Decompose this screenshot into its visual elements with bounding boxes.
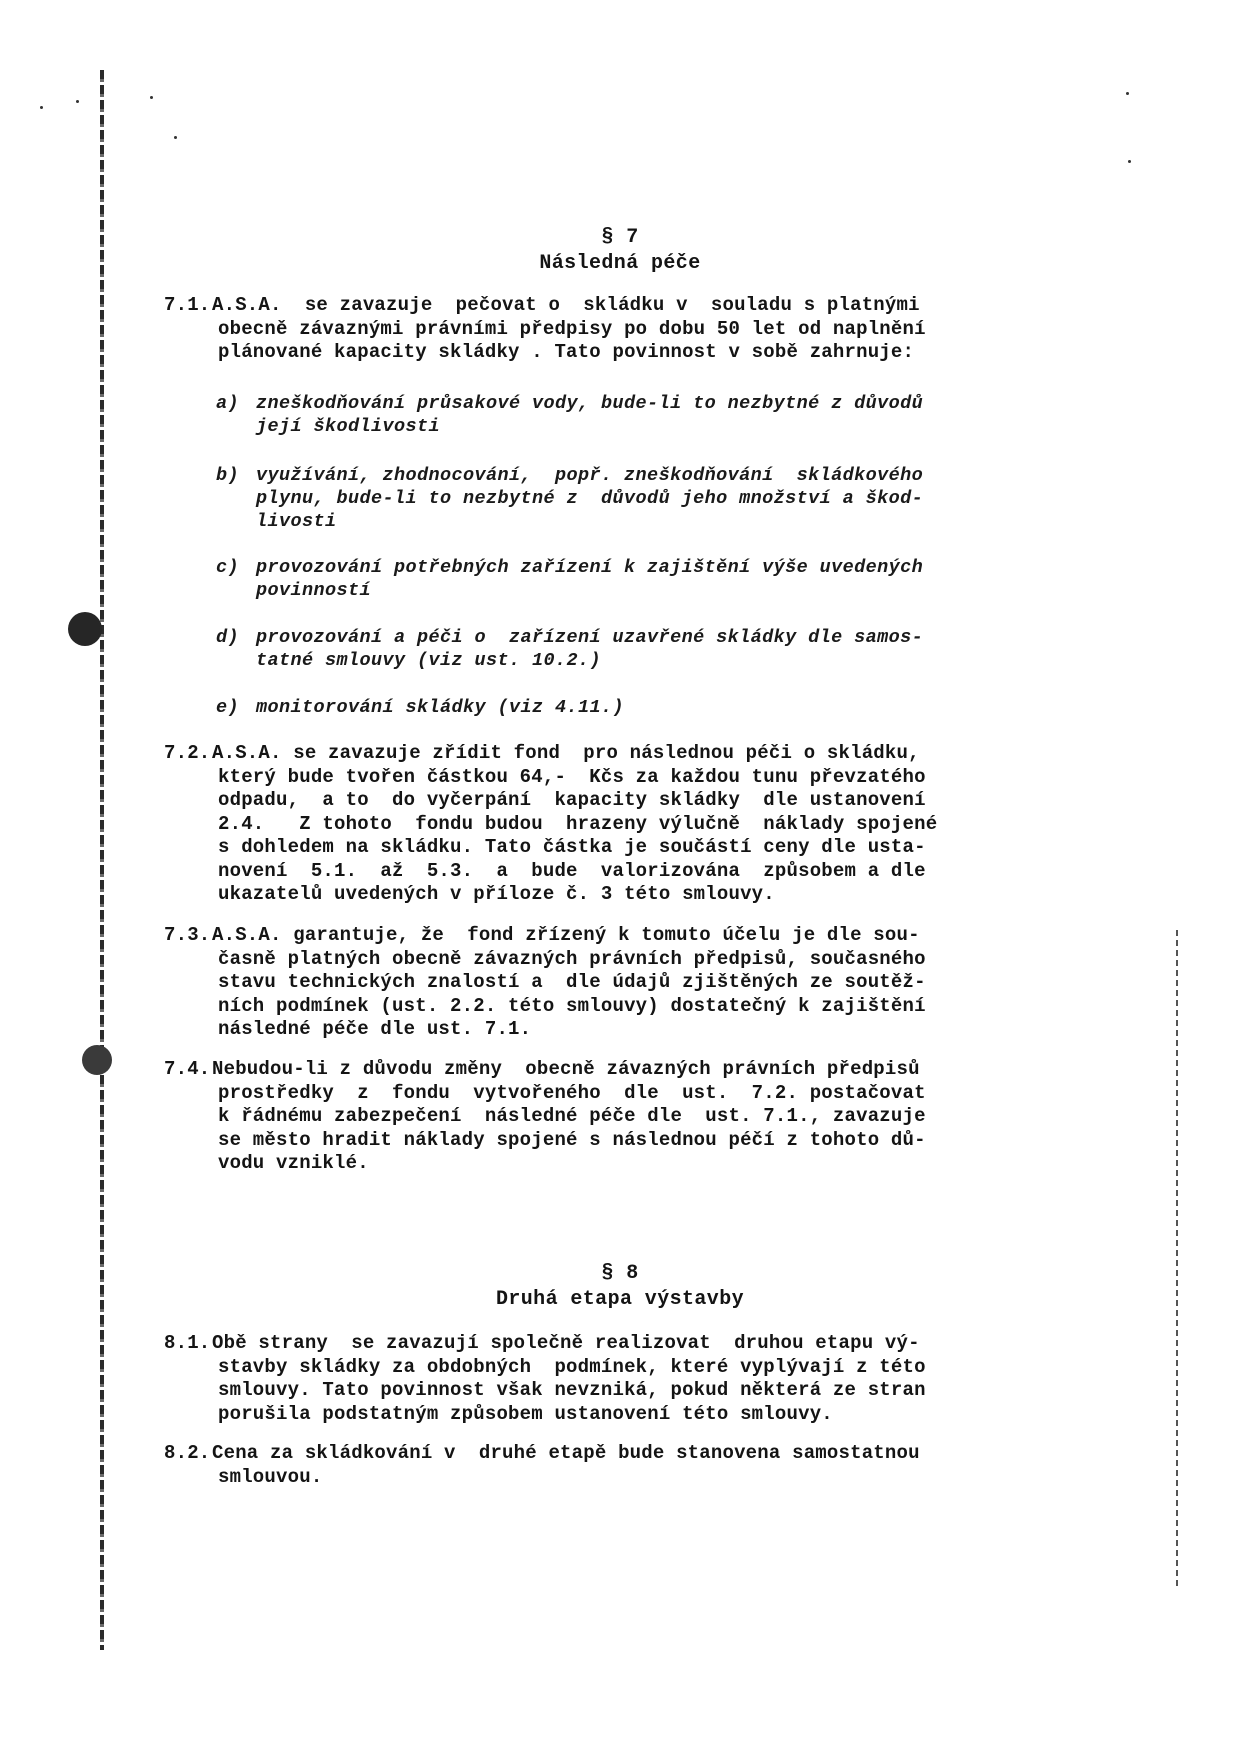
- section-8-title: Druhá etapa výstavby: [495, 1288, 745, 1311]
- paragraph-7-1: [164, 294, 1044, 365]
- list-item-label: e): [216, 697, 240, 718]
- paragraph-number: 8.1.: [164, 1332, 211, 1354]
- paragraph-number: 7.1.: [164, 294, 211, 316]
- list-item-text: využívání, zhodnocování, popř. zneškodňování skládkového plynu, bude-li to nezbytné z důvodů jeho množství a škod- livosti: [256, 465, 924, 532]
- section-7-mark: § 7: [601, 226, 639, 249]
- list-item-e: [216, 696, 1056, 719]
- paragraph-text: obecně závaznými právními předpisy po dobu 50 let od naplnění plánované kapacity skládky . Tato povinnost v sobě zahrnuje:: [218, 317, 926, 363]
- paragraph-text: smlouvou.: [218, 1465, 323, 1488]
- list-item-text: provozování potřebných zařízení k zajištění výše uvedených povinností: [256, 557, 924, 601]
- list-item-text: provozování a péči o zařízení uzavřené skládky dle samos- tatné smlouvy (viz ust. 10.2.): [256, 627, 924, 671]
- scan-speck: [150, 96, 153, 99]
- binding-edge: [100, 70, 104, 1650]
- punch-hole-top: [68, 612, 102, 646]
- punch-hole-bottom: [82, 1045, 112, 1075]
- paragraph-8-2: [164, 1442, 1044, 1489]
- paragraph-7-3: [164, 924, 1044, 1042]
- list-item-text: monitorování skládky (viz 4.11.): [256, 697, 625, 718]
- paragraph-7-4: [164, 1058, 1044, 1176]
- list-item-label: c): [216, 557, 240, 578]
- list-item-a: [216, 392, 1056, 438]
- paragraph-first-line: Nebudou-li z důvodu změny obecně závazných právních předpisů: [212, 1058, 920, 1080]
- paragraph-text: časně platných obecně závazných právních předpisů, současného stavu technických znalostí a dle údajů zjištěných ze soutěž- ních podmínek (ust. 2.2. této smlouvy) dostatečný k zajištění následné péče dle ust. 7.1.: [218, 947, 926, 1040]
- paragraph-first-line: A.S.A. se zavazuje zřídit fond pro následnou péči o skládku,: [212, 742, 920, 764]
- list-item-label: a): [216, 393, 240, 414]
- list-item-c: [216, 556, 1056, 602]
- section-8-mark: § 8: [601, 1262, 639, 1285]
- list-item-b: [216, 464, 1056, 533]
- paragraph-first-line: A.S.A. garantuje, že fond zřízený k tomuto účelu je dle sou-: [212, 924, 920, 946]
- paragraph-8-1: [164, 1332, 1044, 1426]
- list-item-d: [216, 626, 1056, 672]
- paragraph-first-line: A.S.A. se zavazuje pečovat o skládku v souladu s platnými: [212, 294, 920, 316]
- scan-speck: [40, 106, 43, 109]
- paragraph-text: prostředky z fondu vytvořeného dle ust. 7.2. postačovat k řádnému zabezpečení následné péče dle ust. 7.1., zavazuje se město hradit náklady spojené s následnou péčí z tohoto dů- vodu vzniklé.: [218, 1081, 926, 1174]
- paragraph-text: stavby skládky za obdobných podmínek, které vyplývají z této smlouvy. Tato povinnost však nevzniká, pokud některá ze stran porušila podstatným způsobem ustanovení této smlouvy.: [218, 1355, 926, 1425]
- paragraph-number: 7.2.: [164, 742, 211, 764]
- section-7-title: Následná péče: [539, 252, 701, 275]
- paragraph-text: který bude tvořen částkou 64,- Kčs za každou tunu převzatého odpadu, a to do vyčerpání kapacity skládky dle ustanovení 2.4. Z tohoto fondu budou hrazeny výlučně náklady spojené s dohledem na skládku. Tato částka je součástí ceny dle usta- novení 5.1. až 5.3. a bude valorizována způsobem a dle ukazatelů uvedených v příloze č. 3 této smlouvy.: [218, 765, 938, 905]
- right-edge-mark: [1176, 930, 1178, 1590]
- list-item-text: zneškodňování průsakové vody, bude-li to nezbytné z důvodů její škodlivosti: [256, 393, 924, 437]
- paragraph-first-line: Cena za skládkování v druhé etapě bude stanovena samostatnou: [212, 1442, 920, 1464]
- scan-speck: [1126, 92, 1129, 95]
- paragraph-first-line: Obě strany se zavazují společně realizovat druhou etapu vý-: [212, 1332, 920, 1354]
- list-item-label: d): [216, 627, 240, 648]
- paragraph-7-2: [164, 742, 1044, 907]
- scan-speck: [76, 100, 79, 103]
- paragraph-number: 8.2.: [164, 1442, 211, 1464]
- list-item-label: b): [216, 465, 240, 486]
- scan-speck: [174, 136, 177, 139]
- paragraph-number: 7.4.: [164, 1058, 211, 1080]
- scan-speck: [1128, 160, 1131, 163]
- paragraph-number: 7.3.: [164, 924, 211, 946]
